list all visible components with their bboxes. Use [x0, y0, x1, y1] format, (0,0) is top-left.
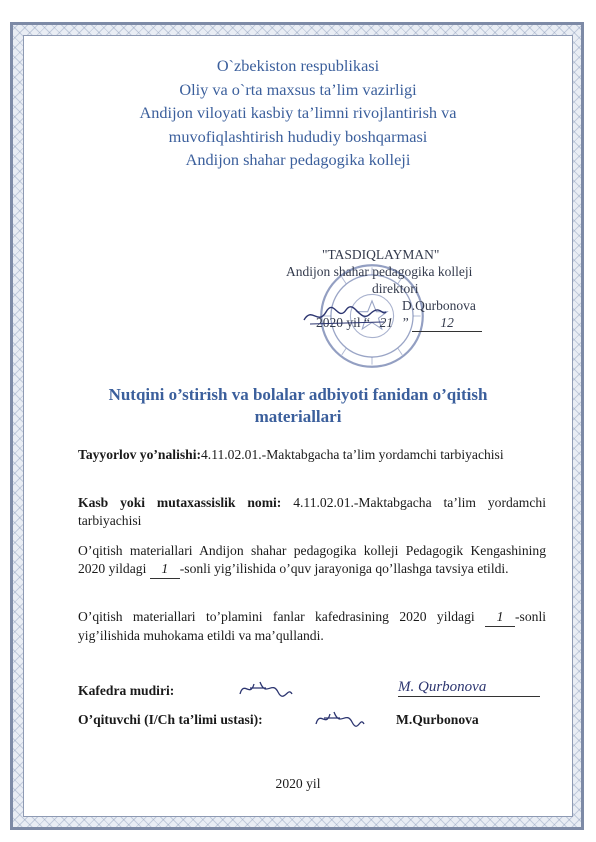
approval-date-prefix: 2020 yil “	[316, 315, 370, 330]
header-line-ministry: Oliy va o`rta maxsus ta’lim vazirligi	[179, 79, 417, 99]
recommendation-text-after: -sonli yig’ilishida o’quv jarayoniga qo’llashga tavsiya etildi.	[179, 561, 509, 576]
council-recommendation	[78, 542, 546, 579]
document-year: 2020 yil	[275, 776, 321, 791]
approval-date	[276, 314, 516, 332]
approval-date-day: 21	[379, 315, 394, 330]
title-line-2: materiallari	[254, 407, 342, 426]
header-line-college: Andijon shahar pedagogika kolleji	[185, 150, 411, 169]
approval-heading: "TASDIQLAYMAN"	[322, 247, 440, 262]
header-line-region: Andijon viloyati kasbiy ta’limni rivojlantirish va	[139, 103, 457, 122]
profession-name	[78, 494, 546, 530]
department-head-label: Kafedra mudiri:	[78, 683, 175, 698]
training-direction	[78, 446, 546, 464]
recommendation-text-before: O’qitish materiallari Andijon shahar pedagogika kolleji Pedagogik Kengashining 2020 yildagi	[78, 543, 546, 576]
discussion-meeting-number: 1	[485, 608, 515, 627]
approval-date-sep: ”	[402, 315, 409, 330]
approval-block	[276, 246, 516, 332]
approval-director-name: D.Qurbonova	[402, 298, 476, 313]
approval-date-month: 12	[412, 314, 482, 332]
document-title	[50, 384, 546, 428]
approval-organization: Andijon shahar pedagogika kolleji	[286, 264, 473, 279]
header-line-republic: O`zbekiston respublikasi	[216, 56, 380, 75]
profession-value: 4.11.02.01.-Maktabgacha ta’lim yordamchi tarbiyachisi	[78, 495, 546, 528]
department-discussion	[78, 608, 546, 645]
department-head-handwritten-name: M. Qurbonova	[398, 679, 540, 697]
profession-label: Kasb yoki mutaxassislik nomi:	[78, 495, 282, 510]
teacher-label: O’qituvchi (I/Ch ta’limi ustasi):	[78, 712, 263, 727]
teacher-name: M.Qurbonova	[396, 712, 479, 727]
discussion-text-after: -sonli yig’ilishida muhokama etildi va ma’qullandi.	[78, 609, 546, 643]
training-direction-label: Tayyorlov yo’nalishi:	[78, 447, 201, 462]
title-line-1: Nutqini o’stirish va bolalar adbiyoti fanidan o’qitish	[108, 385, 488, 404]
discussion-text-before: O’qitish materiallari to’plamini fanlar kafedrasining 2020 yildagi	[78, 609, 486, 624]
training-direction-value: 4.11.02.01.-Maktabgacha ta’lim yordamchi tarbiyachisi	[201, 447, 504, 462]
recommendation-meeting-number: 1	[150, 560, 180, 579]
header-line-department: muvofiqlashtirish hududiy boshqarmasi	[168, 126, 428, 146]
approval-role: direktori	[372, 281, 419, 296]
institution-header	[40, 54, 556, 172]
